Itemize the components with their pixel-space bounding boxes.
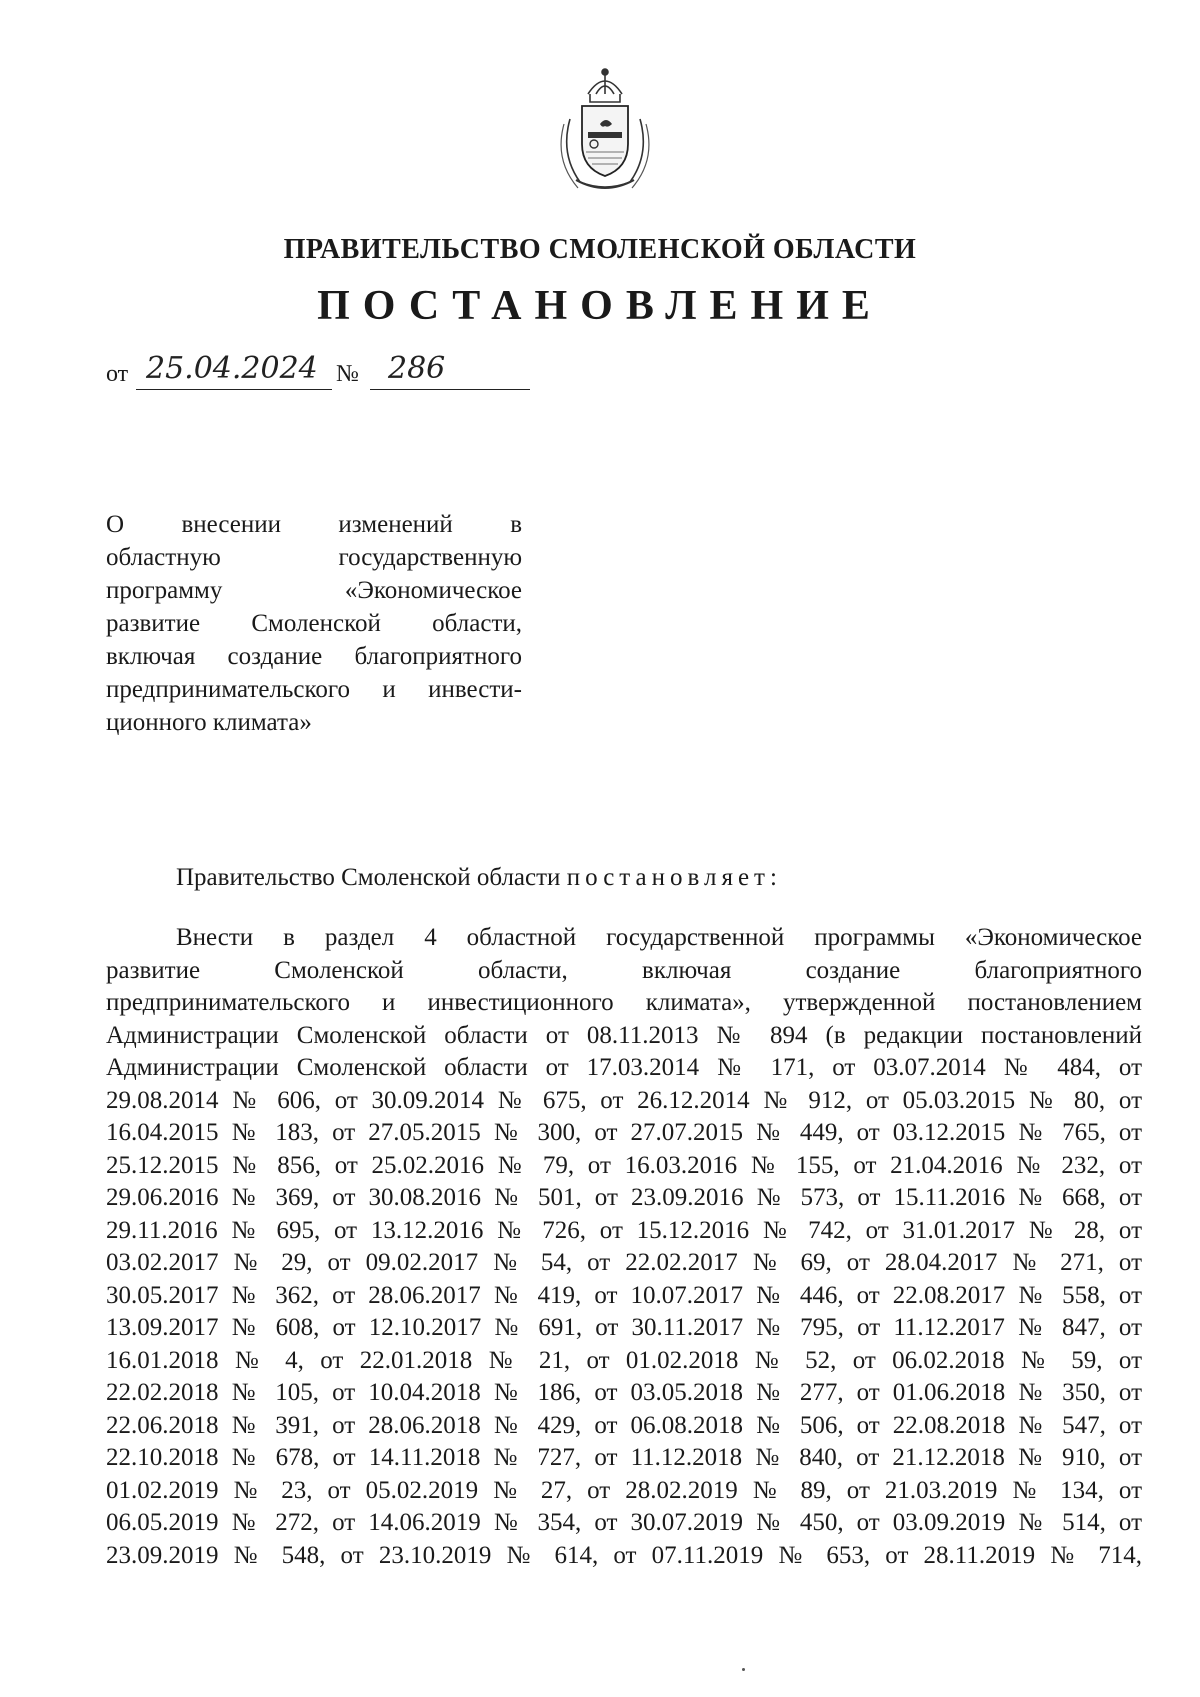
- body-line: Внести в раздел 4 областной государственной программы «Экономическое: [176, 924, 1142, 951]
- body-line: Администрации Смоленской области от 08.11.2013 № 894 (в редакции постановлений: [106, 1021, 1142, 1049]
- subject-line: ционного климата»: [106, 709, 312, 736]
- body-line: 30.05.2017 № 362, от 28.06.2017 № 419, от 10.07.2017 № 446, от 22.08.2017 № 558, от: [106, 1281, 1142, 1309]
- body-line: 22.10.2018 № 678, от 14.11.2018 № 727, от 11.12.2018 № 840, от 21.12.2018 № 910, от: [106, 1444, 1142, 1471]
- body-line: предпринимательского и инвестиционного климата», утвержденной постановлением: [106, 989, 1142, 1016]
- body-line: 23.09.2019 № 548, от 23.10.2019 № 614, от 07.11.2019 № 653, от 28.11.2019 № 714,: [106, 1541, 1142, 1569]
- body-line: развитие Смоленской области, включая создание благоприятного: [106, 956, 1142, 984]
- date-prefix: от: [106, 361, 129, 387]
- government-name: ПРАВИТЕЛЬСТВО СМОЛЕНСКОЙ ОБЛАСТИ: [283, 234, 917, 265]
- body-line: 01.02.2019 № 23, от 05.02.2019 № 27, от 28.02.2019 № 89, от 21.03.2019 № 134, от: [106, 1476, 1142, 1504]
- decree-body: [106, 922, 1142, 1572]
- body-line: 25.12.2015 № 856, от 25.02.2016 № 79, от 16.03.2016 № 155, от 21.04.2016 № 232, от: [106, 1151, 1142, 1179]
- handwritten-date: 25.04.2024: [146, 351, 318, 386]
- preamble-verb: постановляет:: [566, 864, 782, 891]
- subject-line: включая создание благоприятного: [106, 643, 522, 670]
- number-prefix: №: [336, 361, 359, 387]
- document-type-title: ПОСТАНОВЛЕНИЕ: [317, 283, 883, 329]
- preamble: [176, 864, 782, 892]
- body-line: 16.04.2015 № 183, от 27.05.2015 № 300, от 27.07.2015 № 449, от 03.12.2015 № 765, от: [106, 1119, 1142, 1146]
- subject-line: предпринимательского и инвести-: [106, 676, 522, 703]
- body-line: 29.11.2016 № 695, от 13.12.2016 № 726, от 15.12.2016 № 742, от 31.01.2017 № 28, от: [106, 1216, 1142, 1244]
- decree-subject: [106, 508, 522, 739]
- body-line: 16.01.2018 № 4, от 22.01.2018 № 21, от 01.02.2018 № 52, от 06.02.2018 № 59, от: [106, 1346, 1142, 1374]
- subject-line: программу «Экономическое: [106, 577, 522, 604]
- date-underline: [136, 389, 332, 390]
- number-underline: [370, 389, 530, 390]
- handwritten-number: 286: [388, 351, 446, 386]
- subject-line: областную государственную: [106, 544, 522, 571]
- body-line: 29.06.2016 № 369, от 30.08.2016 № 501, от 23.09.2016 № 573, от 15.11.2016 № 668, от: [106, 1184, 1142, 1211]
- body-line: 22.02.2018 № 105, от 10.04.2018 № 186, от 03.05.2018 № 277, от 01.06.2018 № 350, от: [106, 1379, 1142, 1406]
- subject-line: О внесении изменений в: [106, 511, 522, 538]
- body-line: Администрации Смоленской области от 17.03.2014 № 171, от 03.07.2014 № 484, от: [106, 1054, 1142, 1081]
- body-line: 29.08.2014 № 606, от 30.09.2014 № 675, от 26.12.2014 № 912, от 05.03.2015 № 80, от: [106, 1086, 1142, 1114]
- body-line: 06.05.2019 № 272, от 14.06.2019 № 354, от 30.07.2019 № 450, от 03.09.2019 № 514, от: [106, 1509, 1142, 1536]
- subject-line: развитие Смоленской области,: [106, 610, 522, 637]
- body-line: 22.06.2018 № 391, от 28.06.2018 № 429, от 06.08.2018 № 506, от 22.08.2018 № 547, от: [106, 1411, 1142, 1439]
- body-line: 13.09.2017 № 608, от 12.10.2017 № 691, от 30.11.2017 № 795, от 11.12.2017 № 847, от: [106, 1314, 1142, 1341]
- preamble-lead: Правительство Смоленской области: [176, 864, 567, 891]
- body-line: 03.02.2017 № 29, от 09.02.2017 № 54, от 22.02.2017 № 69, от 28.04.2017 № 271, от: [106, 1249, 1142, 1276]
- decree-date-number: [106, 351, 536, 397]
- scan-speck: [742, 1668, 745, 1671]
- coat-of-arms-icon: [550, 64, 660, 194]
